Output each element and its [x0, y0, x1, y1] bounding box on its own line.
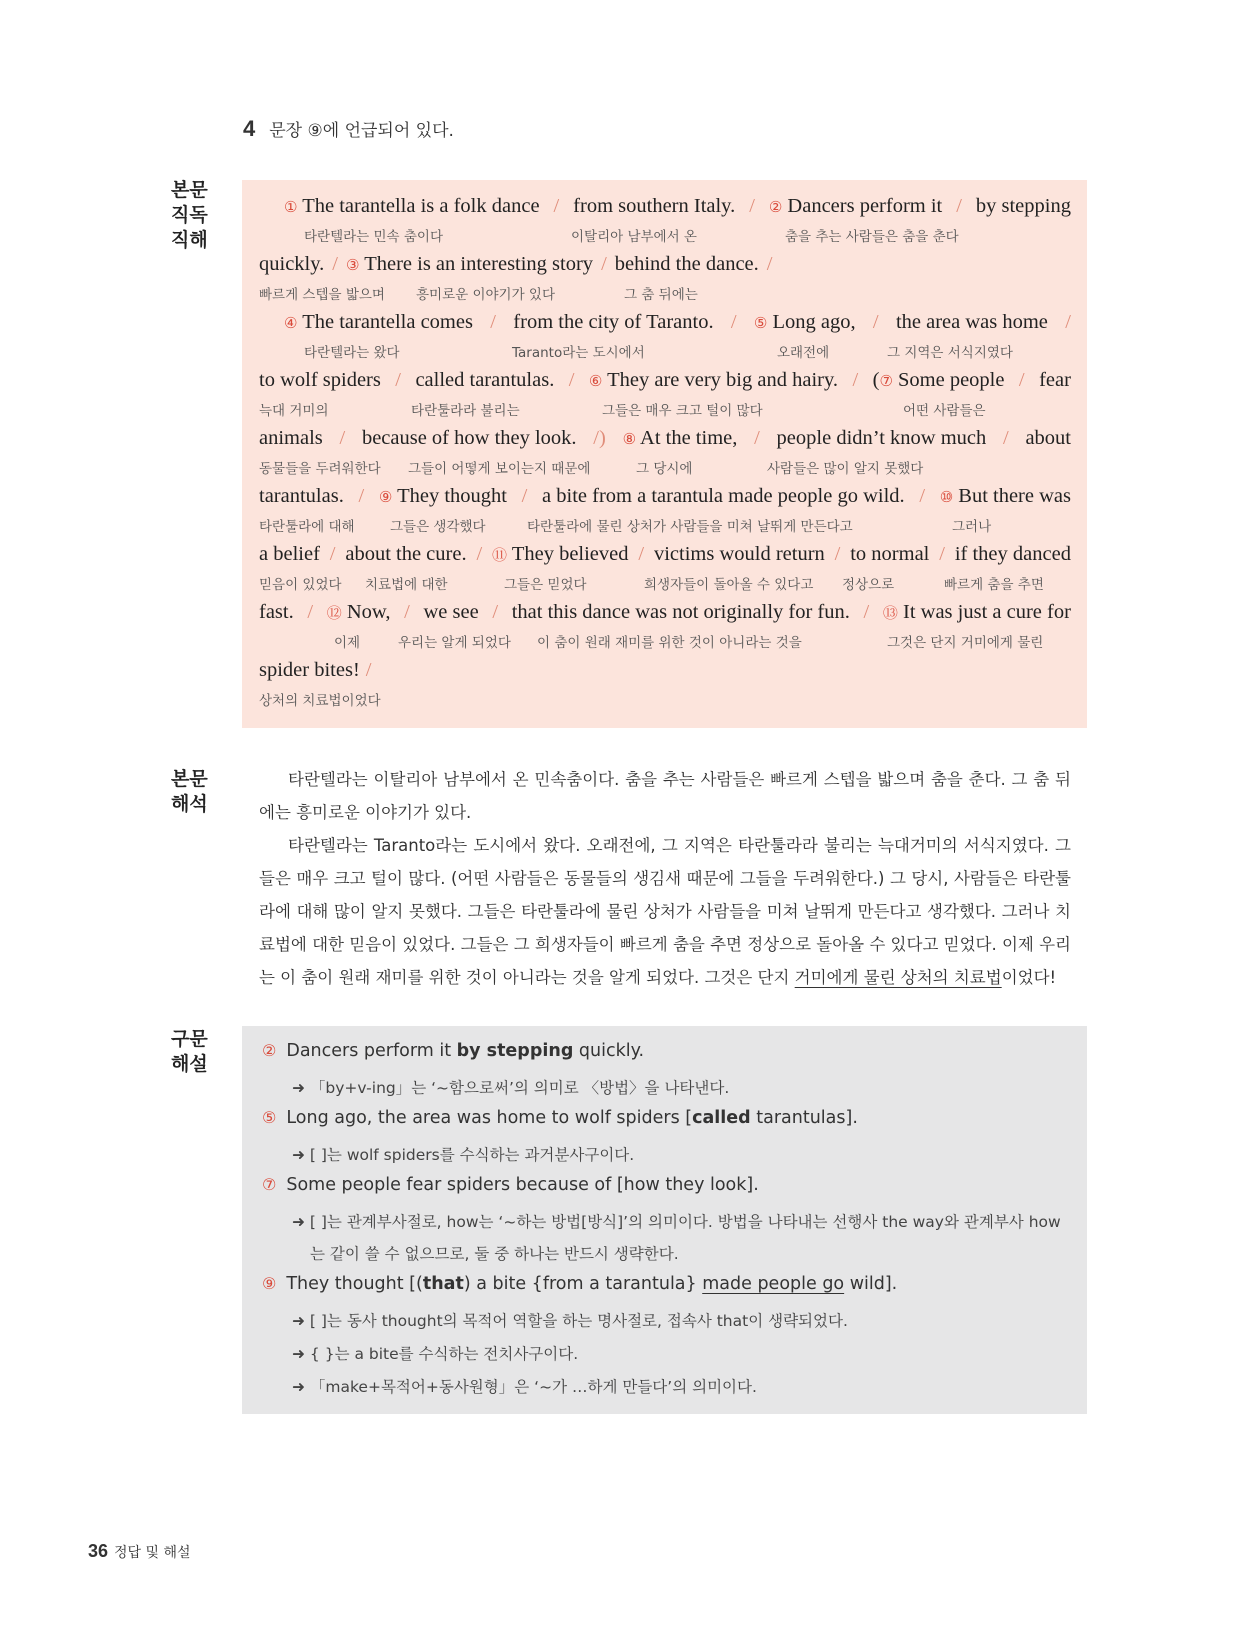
label-reading: 본문 직독 직해 [171, 179, 208, 251]
label-grammar: 구문 해설 [171, 1028, 208, 1075]
grammar-note: ➜ 「by+v-ing」는 ‘~함으로써’의 의미로 〈방법〉을 나타낸다. [292, 1079, 730, 1097]
grammar-item: ② Dancers perform it by stepping quickly. [262, 1041, 645, 1061]
reading-line: animals / because of how they look. /) ⑧ At the time, / people didn’t know much / about 동물들을 두려워한다 그들이 어떻게 보이는지 때문에 그 당시에 사람들은 많이 알지 못했다 [259, 427, 1071, 477]
sentence-number: ⑧ [622, 430, 637, 448]
sentence-number: ⑫ [326, 604, 342, 622]
reading-line: spider bites! / 상처의 치료법이었다 [259, 659, 381, 709]
answer-4 [243, 116, 454, 142]
page-number: 36 [88, 1541, 109, 1561]
grammar-note: ➜ [ ]는 동사 thought의 목적어 역할을 하는 명사절로, 접속사 that이 생략되었다. [292, 1312, 848, 1330]
reading-line: quickly. / ③ There is an interesting story / behind the dance. / 빠르게 스텝을 밟으며 흥미로운 이야기가 있다 그 춤 뒤에는 [259, 253, 773, 303]
grammar-note: ➜ [ ]는 wolf spiders를 수식하는 과거분사구이다. [292, 1146, 635, 1164]
sentence-number: ⑬ [882, 604, 898, 622]
sentence-number: ⑥ [588, 372, 603, 390]
sentence-number: ⑦ [879, 372, 893, 390]
reading-line: ④ The tarantella comes / from the city of Taranto. / ⑤ Long ago, / the area was home / 타란텔라는 왔다 Taranto라는 도시에서 오래전에 그 지역은 서식지였다 [284, 311, 1071, 361]
sentence-number: ⑤ [753, 314, 768, 332]
grammar-note: ➜ { }는 a bite를 수식하는 전치사구이다. [292, 1345, 579, 1363]
footer-text: 정답 및 해설 [114, 1545, 191, 1561]
translation-paragraph: 타란텔라는 이탈리아 남부에서 온 민속춤이다. 춤을 추는 사람들은 빠르게 스텝을 밟으며 춤을 춘다. 그 춤 뒤에는 흥미로운 이야기가 있다. [259, 770, 1071, 822]
sentence-number: ⑪ [492, 546, 508, 564]
sentence-number: ① [284, 198, 298, 216]
grammar-note: 는 같이 쓸 수 없으므로, 둘 중 하나는 반드시 생략한다. [310, 1245, 679, 1263]
reading-line: ① The tarantella is a folk dance / from southern Italy. / ② Dancers perform it / by stepping 타란텔라는 민속 춤이다 이탈리아 남부에서 온 춤을 추는 사람들은 춤을 춘다 [284, 195, 1071, 245]
reading-line: tarantulas. / ⑨ They thought / a bite from a tarantula made people go wild. / ⑩ But there was 타란툴라에 대해 그들은 생각했다 타란툴라에 물린 상처가 사람들을 미쳐 날뛰게 만든다고 그러나 [259, 485, 1071, 535]
question-number: 4 [243, 116, 256, 141]
grammar-note: ➜ [ ]는 관계부사절로, how는 ‘~하는 방법[방식]’의 의미이다. 방법을 나타내는 선행사 the way와 관계부사 how [292, 1213, 1061, 1231]
grammar-item: ⑨ They thought [(that) a bite {from a tarantula} made people go wild]. [262, 1274, 898, 1294]
sentence-number: ④ [284, 314, 298, 332]
reading-line: fast. / ⑫ Now, / we see / that this dance was not originally for fun. / ⑬ It was just a cure for 이제 우리는 알게 되었다 이 춤이 원래 재미를 위한 것이 아니라는 것을 그것은 단지 거미에게 물린 [259, 601, 1071, 651]
label-translation: 본문 해석 [171, 768, 208, 815]
translation-text [259, 763, 1071, 994]
grammar-item: ⑦ Some people fear spiders because of [how they look]. [262, 1175, 759, 1195]
sentence-number: ⑩ [939, 488, 954, 506]
underlined-answer: 거미에게 물린 상처의 치료법 [794, 968, 1002, 987]
reading-line: a belief / about the cure. / ⑪ They believed / victims would return / to normal / if they danced 믿음이 있었다 치료법에 대한 그들은 믿었다 희생자들이 돌아올 수 있다고 정상으로 빠르게 춤을 추면 [259, 543, 1071, 593]
grammar-note: ➜ 「make+목적어+동사원형」은 ‘~가 …하게 만들다’의 의미이다. [292, 1378, 757, 1396]
sentence-number: ② [768, 198, 783, 216]
page-footer [88, 1541, 191, 1562]
grammar-item: ⑤ Long ago, the area was home to wolf spiders [called tarantulas]. [262, 1108, 858, 1128]
answer-text: 문장 ⑨에 언급되어 있다. [269, 121, 454, 141]
reading-line: to wolf spiders / called tarantulas. / ⑥ They are very big and hairy. / (⑦ Some people / fear 늑대 거미의 타란툴라라 불리는 그들은 매우 크고 털이 많다 어떤 사람들은 [259, 369, 1071, 419]
sentence-number: ⑨ [378, 488, 393, 506]
sentence-number: ③ [346, 256, 360, 274]
translation-paragraph: 타란텔라는 Taranto라는 도시에서 왔다. 오래전에, 그 지역은 타란툴라라 불리는 늑대거미의 서식지였다. 그들은 매우 크고 털이 많다. (어떤 사람들은 동물들의 생김새 때문에 그들을 두려워한다.) 그 당시, 사람들은 타란툴라에 대해 많이 알지 못했다. 그들은 타란툴라에 물린 상처가 사람들을 미쳐 날뛰게 만든다고 생각했다. 그러나 치료법에 대한 믿음이 있었다. 그들은 그 희생자들이 빠르게 춤을 추면 정상으로 돌아올 수 있다고 믿었다. 이제 우리는 이 춤이 원래 재미를 위한 것이 아니라는 것을 알게 되었다. 그것은 단지 거미에게 물린 상처의 치료법이었다! [259, 836, 1071, 987]
